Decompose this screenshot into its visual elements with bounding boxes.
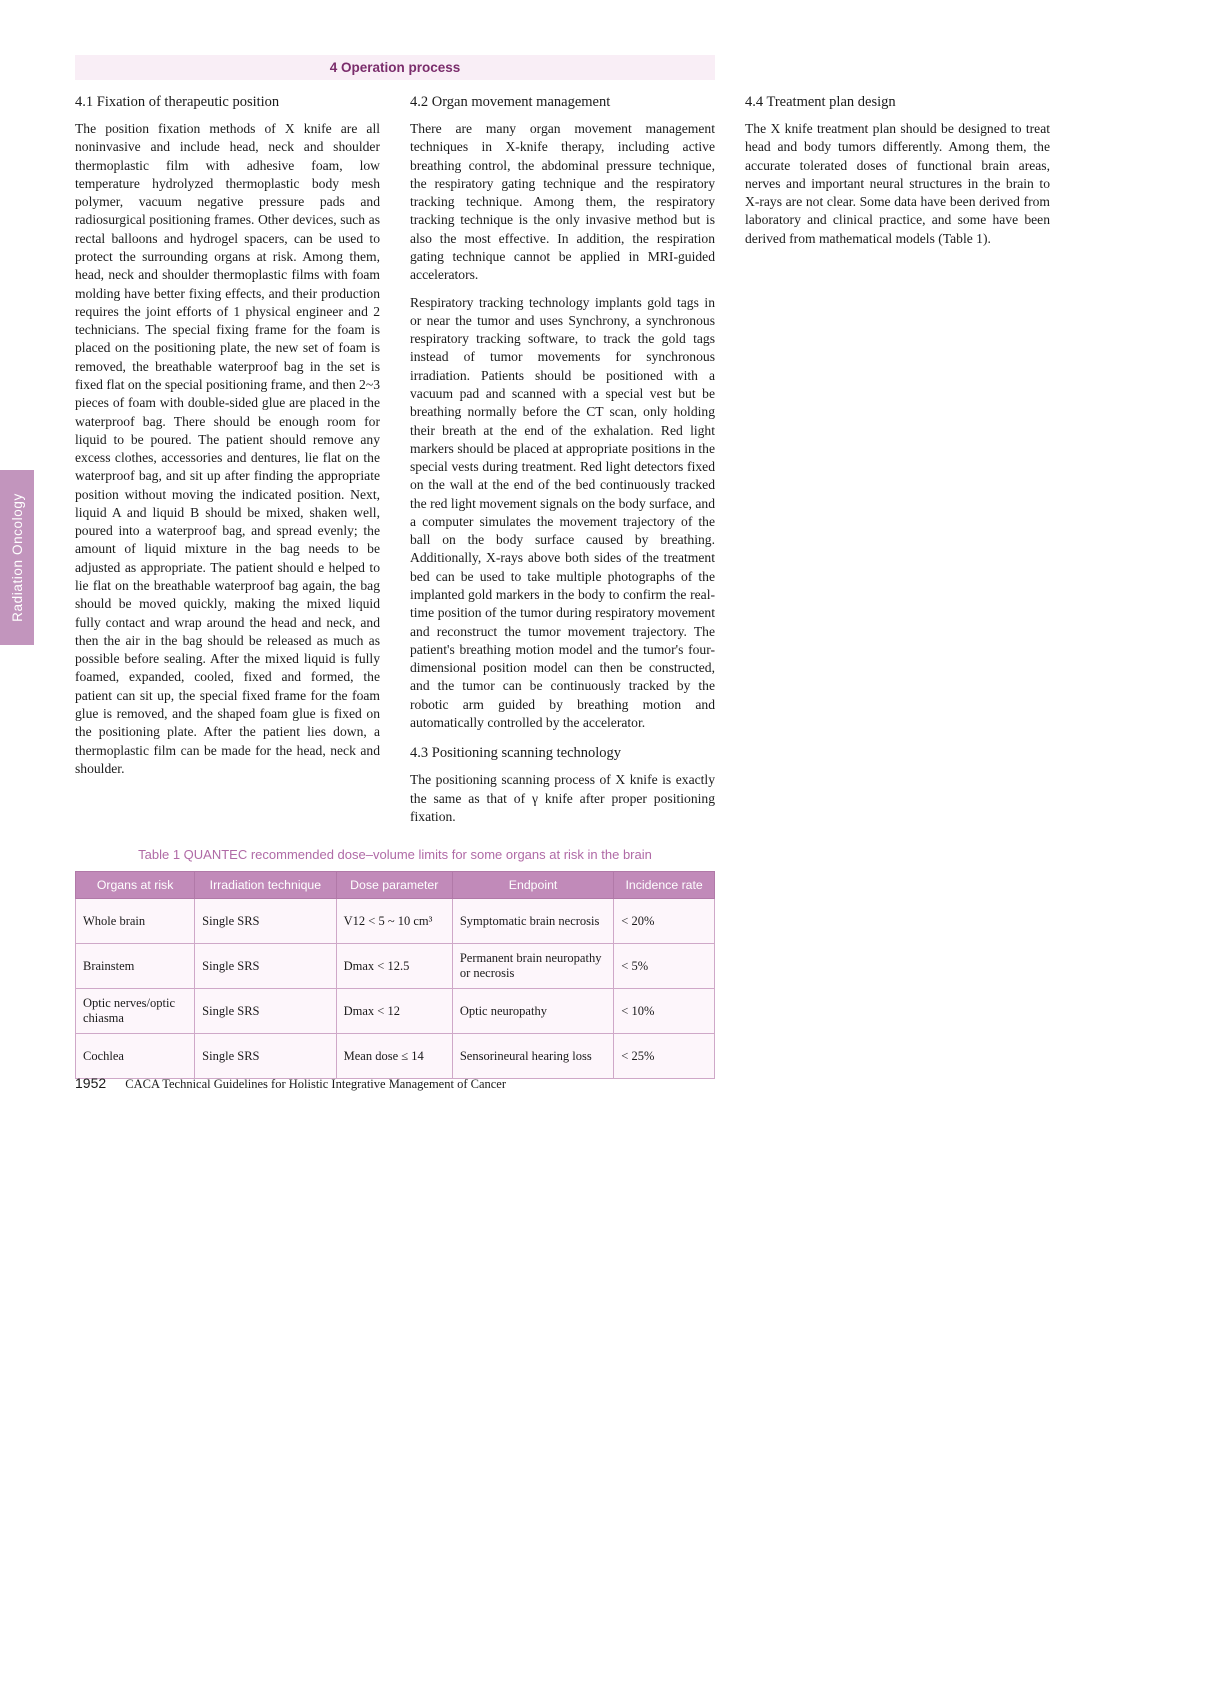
- cell-endpoint: Symptomatic brain necrosis: [452, 899, 613, 944]
- page-number: 1952: [75, 1075, 107, 1091]
- table-caption: Table 1 QUANTEC recommended dose–volume limits for some organs at risk in the brain: [138, 847, 652, 862]
- cell-organ: Whole brain: [76, 899, 195, 944]
- cell-technique: Single SRS: [195, 944, 336, 989]
- table-row: [76, 899, 715, 944]
- cell-dose: Dmax < 12: [336, 989, 452, 1034]
- cell-endpoint: Permanent brain neuropathy or necrosis: [452, 944, 613, 989]
- table-header-dose: Dose parameter: [336, 872, 452, 899]
- heading-4-3: 4.3 Positioning scanning technology: [410, 745, 622, 762]
- paragraph-4-2b: Respiratory tracking technology implants gold tags in or near the tumor and uses Synchrony, a synchronous respiratory tracking software, to track the gold tags instead of tumor movements for synchronous irradiation. Patients should be positioned with a vacuum pad and scanned with a special vest but be breathing normally before the CT scan, only holding their breath at the end of the exhalation. Red light markers should be placed at appropriate positions in the special vests during treatment. Red light detectors fixed on the wall at the end of the bed continuously tracked the red light movement signals on the body surface, and a computer simulates the movement trajectory of the ball on the body surface caused by breathing. Additionally, X-rays above both sides of the treatment bed can be used to take multiple photographs of the implanted gold markers in the body to confirm the real-time position of the tumor during respiratory movement and reconstruct the tumor movement trajectory. The patient's breathing motion model and the tumor's four-dimensional position model can then be constructed, and the tumor can be continuously tracked by the robotic arm guided by breathing motion and automatically controlled by the accelerator.: [410, 294, 715, 730]
- side-tab-label: Radiation Oncology: [9, 493, 25, 622]
- table-row: [76, 1034, 715, 1079]
- cell-technique: Single SRS: [195, 1034, 336, 1079]
- cell-organ: Brainstem: [76, 944, 195, 989]
- cell-technique: Single SRS: [195, 989, 336, 1034]
- table-header-technique: Irradiation technique: [195, 872, 336, 899]
- cell-endpoint: Sensorineural hearing loss: [452, 1034, 613, 1079]
- cell-incidence: < 20%: [614, 899, 715, 944]
- cell-incidence: < 5%: [614, 944, 715, 989]
- cell-dose: V12 < 5 ~ 10 cm³: [336, 899, 452, 944]
- cell-incidence: < 10%: [614, 989, 715, 1034]
- page-content: [75, 55, 1050, 1079]
- cell-dose: Mean dose ≤ 14: [336, 1034, 452, 1079]
- heading-4-1: 4.1 Fixation of therapeutic position: [75, 94, 280, 110]
- table-header-endpoint: Endpoint: [452, 872, 613, 899]
- paragraph-4-4: The X knife treatment plan should be designed to treat head and body tumors differently. Among them, the accurate tolerated doses of functional brain areas, nerves and important neural structures in the brain to X-rays are not clear. Some data have been derived from laboratory and clinical practice, and some have been derived from mathematical models (Table 1).: [745, 121, 1050, 246]
- running-title: CACA Technical Guidelines for Holistic Integrative Management of Cancer: [125, 1077, 507, 1091]
- article-columns: [75, 94, 1050, 829]
- table-row: [76, 989, 715, 1034]
- side-tab-radiation-oncology: [0, 470, 34, 645]
- paragraph-4-1: The position fixation methods of X knife are all noninvasive and include head, neck and shoulder thermoplastic film with adhesive foam, low temperature hydrolyzed thermoplastic body mesh polymer, vacuum negative pressure pads and radiosurgical positioning frames. Other devices, such as rectal balloons and hydrogel spacers, can be used to protect the surrounding organs at risk. Among them, head, neck and shoulder thermoplastic films with foam molding have better fixing effects, and their production requires the joint efforts of 1 physical engineer and 2 technicians. The special fixing frame for the foam is placed on the positioning plate, the new set of foam is removed, the breathable waterproof bag in the set is fixed flat on the special positioning frame, and then 2~3 pieces of foam with double-sided glue are placed in the waterproof bag. There should be enough room for liquid to be poured. The patient should remove any excess clothes, accessories and dentures, lie flat on the waterproof bag, and sit up after finding the appropriate position without moving the indicated position. Next, liquid A and liquid B should be mixed, shaken well, poured into a waterproof bag, and spread evenly; the amount of liquid mixture in the bag needs to be adjusted as appropriate. The patient should e helped to lie flat on the breathable waterproof bag again, the bag should be moved quickly, making the mixed liquid fully contact and wrap around the head and neck, and then the air in the bag should be released as much as possible before sealing. After the mixed liquid is fully foamed, expanded, cooled, fixed and formed, the patient can sit up, the special fixed frame for the foam glue is removed, and the shaped foam glue is fixed on the positioning plate. After the patient lies down, a thermoplastic film can be made for the head, neck and shoulder.: [75, 121, 380, 776]
- page-footer: [75, 1075, 775, 1092]
- heading-4-2: 4.2 Organ movement management: [410, 94, 611, 110]
- table-row: [76, 944, 715, 989]
- paragraph-4-3: The positioning scanning process of X knife is exactly the same as that of γ knife after proper positioning fixation.: [410, 772, 715, 824]
- cell-organ: Optic nerves/optic chiasma: [76, 989, 195, 1034]
- cell-endpoint: Optic neuropathy: [452, 989, 613, 1034]
- cell-dose: Dmax < 12.5: [336, 944, 452, 989]
- cell-incidence: < 25%: [614, 1034, 715, 1079]
- section-banner: 4 Operation process: [75, 55, 715, 80]
- paragraph-4-2a: There are many organ movement management techniques in X-knife therapy, including active breathing control, the abdominal pressure technique, the respiratory gating technique and the respiratory tracking technique. Among them, the respiratory tracking technique is the only invasive method but is also the most effective. In addition, the respiration gating technique cannot be applied in MRI-guided accelerators.: [410, 121, 715, 283]
- quantec-table: [75, 871, 715, 1079]
- table-header-organs: Organs at risk: [76, 872, 195, 899]
- cell-technique: Single SRS: [195, 899, 336, 944]
- cell-organ: Cochlea: [76, 1034, 195, 1079]
- table-header-row: [76, 872, 715, 899]
- table-header-incidence: Incidence rate: [614, 872, 715, 899]
- heading-4-4: 4.4 Treatment plan design: [745, 94, 896, 110]
